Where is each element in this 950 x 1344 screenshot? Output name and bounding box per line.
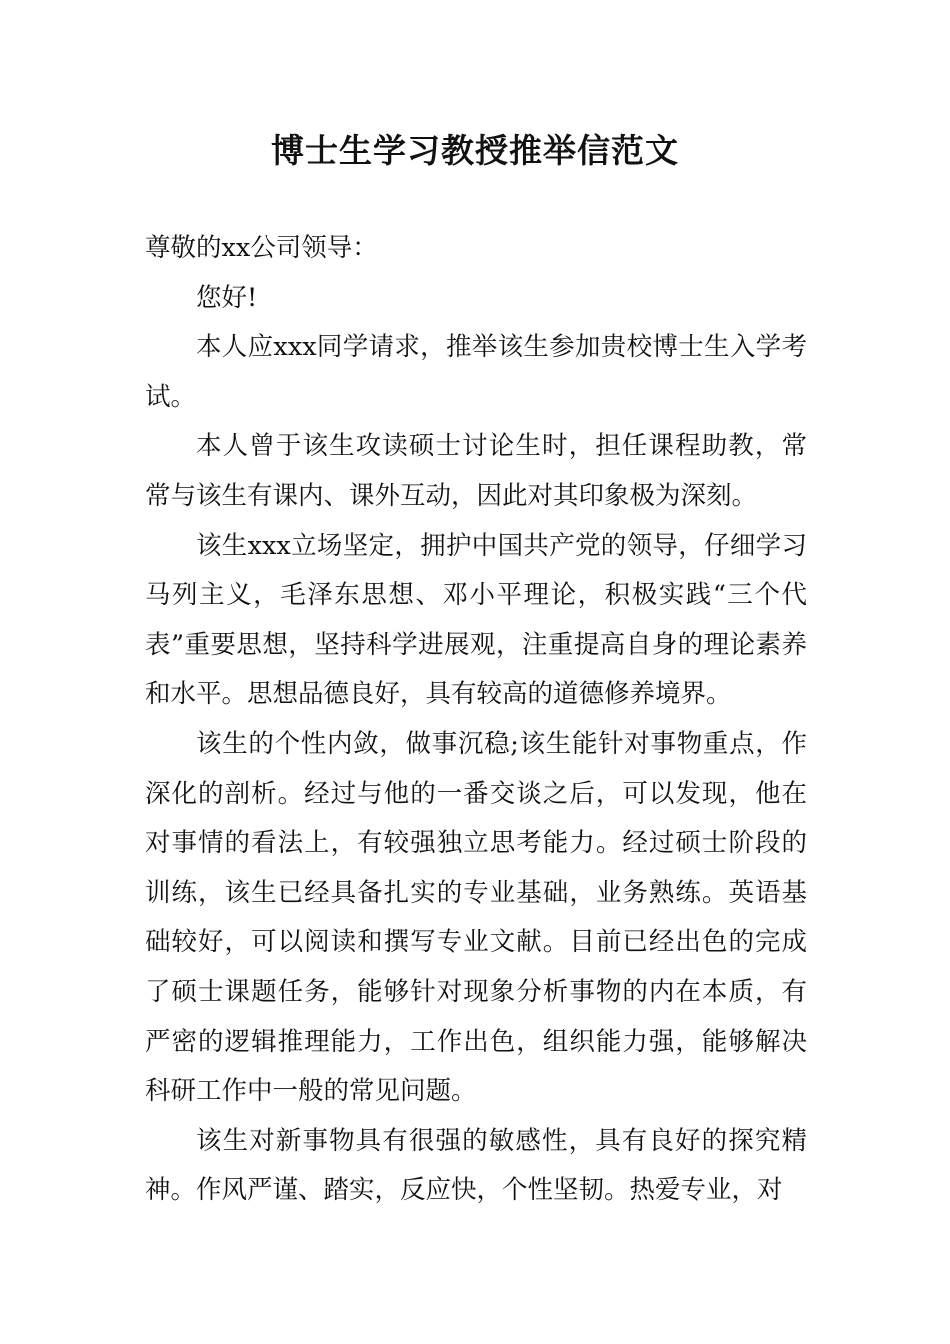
document-title: 博士生学习教授推举信范文: [271, 131, 679, 170]
paragraph-request: 本人应xxx同学请求，推举该生参加贵校博士生入学考试。: [145, 332, 807, 412]
salutation: 尊敬的xx公司领导：: [145, 233, 378, 263]
paragraph-ability: 该生的个性内敛，做事沉稳;该生能针对事物重点，作深化的剖析。经过与他的一番交谈之后，可以发现，他在对事情的看法上，有较强独立思考能力。经过硕士阶段的训练，该生已经具备扎实的专业基础，业务熟练。英语基础较好，可以阅读和撰写专业文献。目前已经出色的完成了硕士课题任务，能够针对现象分析事物的内在本质，有严密的逻辑推理能力，工作出色，组织能力强，能够解决科研工作中一般的常见问题。: [145, 728, 807, 1107]
letter-body: [145, 224, 807, 1216]
paragraph-greeting: 您好!: [196, 282, 258, 313]
paragraph-acquaintance: 本人曾于该生攻读硕士讨论生时，担任课程助教，常常与该生有课内、课外互动，因此对其印象极为深刻。: [145, 431, 807, 511]
paragraph-character: 该生对新事物具有很强的敏感性，具有良好的探究精神。作风严谨、踏实，反应快，个性坚韧。热爱专业，对: [145, 1125, 807, 1206]
paragraph-political-stance: 该生xxx立场坚定，拥护中国共产党的领导，仔细学习马列主义，毛泽东思想、邓小平理论，积极实践“三个代表”重要思想，坚持科学进展观，注重提高自身的理论素养和水平。思想品德良好，具有较高的道德修养境界。: [145, 530, 807, 710]
